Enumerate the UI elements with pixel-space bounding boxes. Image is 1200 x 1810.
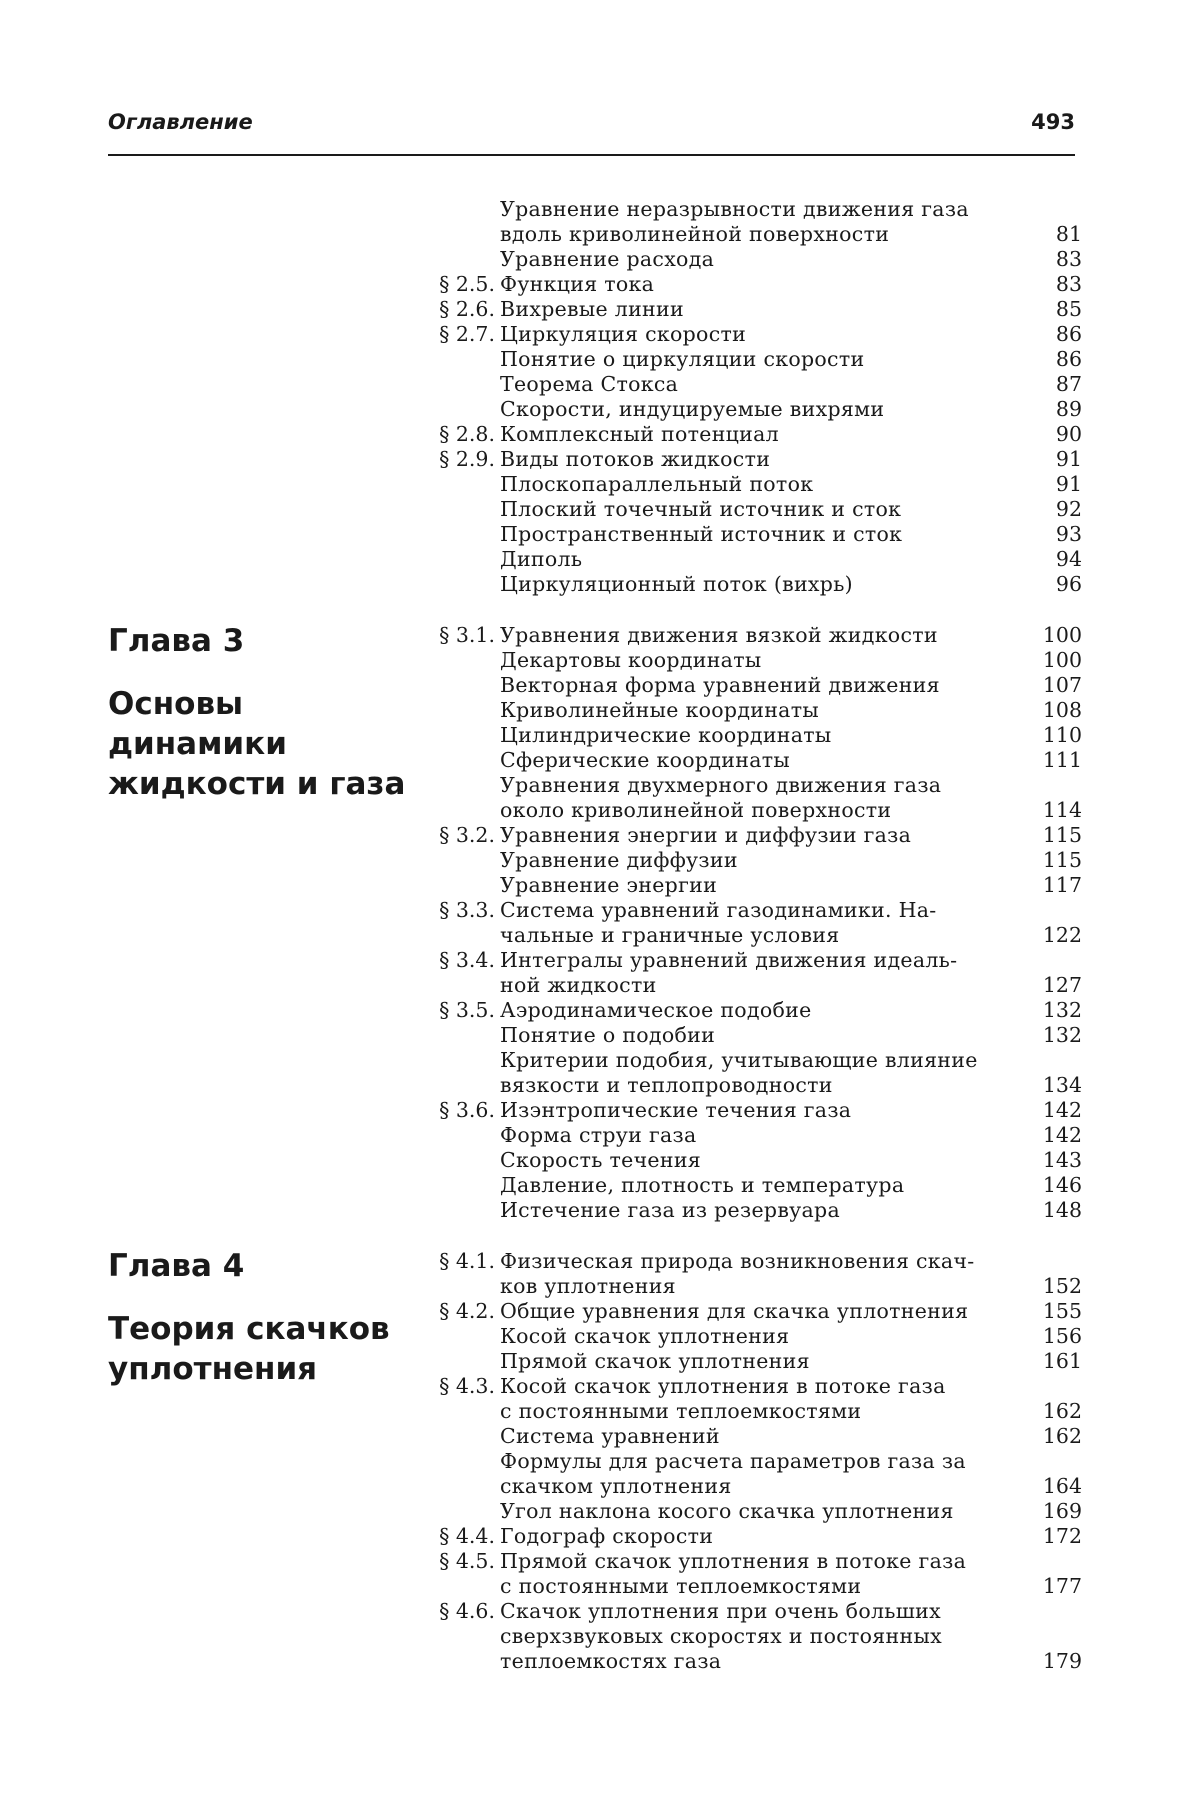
toc-section-number: § 4.1. [400,1249,500,1274]
toc-entry-text: Косой скачок уплотнения в потоке газа [500,1374,1032,1399]
toc-entry-text: Угол наклона косого скачка уплотнения [500,1499,1032,1524]
toc-entry [400,547,1082,572]
toc-section-number: § 2.6. [400,297,500,322]
toc-entry-text: Форма струи газа [500,1123,1032,1148]
chapter-4-title: Теория скачков уплотнения [108,1309,428,1389]
toc-entry [400,197,1082,222]
toc-page-number: 122 [1032,923,1082,948]
toc-entry [400,372,1082,397]
toc-entry-text: сверхзвуковых скоростях и постоянных [500,1624,1032,1649]
toc-entry [400,1173,1082,1198]
toc-entry [400,973,1082,998]
toc-section-number: § 4.5. [400,1549,500,1574]
toc-page-number: 148 [1032,1198,1082,1223]
toc-entry [400,347,1082,372]
toc-entry [400,572,1082,597]
toc-entry-text: Декартовы координаты [500,648,1032,673]
toc-page-number: 107 [1032,673,1082,698]
chapter-4-number: Глава 4 [108,1247,428,1285]
toc-page-number: 132 [1032,998,1082,1023]
toc-section-chapter4 [400,1249,1082,1674]
toc-entry [400,422,1082,447]
toc-entry-text: Формулы для расчета параметров газа за [500,1449,1032,1474]
toc-entry-text: теплоемкостях газа [500,1649,1032,1674]
toc-page-number: 143 [1032,1148,1082,1173]
toc-entry-text: с постоянными теплоемкостями [500,1574,1032,1599]
toc-entry-text: Изэнтропические течения газа [500,1098,1032,1123]
toc-page-number: 114 [1032,798,1082,823]
toc-entry [400,1098,1082,1123]
toc-page-number: 93 [1032,522,1082,547]
toc-page-number: 96 [1032,572,1082,597]
toc-page-number: 91 [1032,447,1082,472]
toc-entry-text: Критерии подобия, учитывающие влияние [500,1048,1032,1073]
toc-section-number: § 2.7. [400,322,500,347]
toc-entry [400,247,1082,272]
toc-entry-text: Комплексный потенциал [500,422,1032,447]
toc-entry [400,998,1082,1023]
toc-entry-text: Уравнение диффузии [500,848,1032,873]
toc-entry-text: Диполь [500,547,1032,572]
toc-entry-text: около криволинейной поверхности [500,798,1032,823]
toc-entry [400,798,1082,823]
toc-section-number: § 3.4. [400,948,500,973]
toc-entry [400,673,1082,698]
toc-page-number: 146 [1032,1173,1082,1198]
toc-entry-text: Физическая природа возникновения скач- [500,1249,1032,1274]
toc-entry [400,1449,1082,1474]
toc-entry [400,773,1082,798]
toc-entry [400,272,1082,297]
toc-entry [400,1549,1082,1574]
toc-page-number: 86 [1032,347,1082,372]
toc-entry-text: Годограф скорости [500,1524,1032,1549]
toc-entry [400,1399,1082,1424]
toc-page-number: 86 [1032,322,1082,347]
toc-entry-text: Прямой скачок уплотнения [500,1349,1032,1374]
toc-entry-text: Система уравнений [500,1424,1032,1449]
toc-page-number: 162 [1032,1424,1082,1449]
toc-section-chapter3 [400,623,1082,1223]
toc-entry [400,447,1082,472]
toc-entry-text: Уравнения движения вязкой жидкости [500,623,1032,648]
toc-page-number: 155 [1032,1299,1082,1324]
toc-page-number: 90 [1032,422,1082,447]
toc-entry-text: Давление, плотность и температура [500,1173,1032,1198]
toc-entry-text: Циркуляционный поток (вихрь) [500,572,1032,597]
toc-page-number: 127 [1032,973,1082,998]
toc-entry [400,1499,1082,1524]
toc-entry-text: Сферические координаты [500,748,1032,773]
toc-entry-text: Виды потоков жидкости [500,447,1032,472]
toc-page-number: 100 [1032,648,1082,673]
toc-entry [400,648,1082,673]
toc-section-number: § 3.3. [400,898,500,923]
toc-entry [400,397,1082,422]
toc-section-number: § 4.2. [400,1299,500,1324]
toc-entry [400,723,1082,748]
toc-entry [400,1274,1082,1299]
toc-page-number: 111 [1032,748,1082,773]
toc-entry [400,1198,1082,1223]
toc-section-number: § 2.5. [400,272,500,297]
toc-entry-text: Скорости, индуцируемые вихрями [500,397,1032,422]
chapter-3-number: Глава 3 [108,622,428,660]
toc-entry-text: Уравнения энергии и диффузии газа [500,823,1032,848]
toc-page-number: 115 [1032,848,1082,873]
toc-page-number: 83 [1032,272,1082,297]
toc-entry [400,1599,1082,1624]
toc-page-number: 142 [1032,1123,1082,1148]
toc-entry-text: Прямой скачок уплотнения в потоке газа [500,1549,1032,1574]
toc-page-number: 91 [1032,472,1082,497]
toc-page-number: 142 [1032,1098,1082,1123]
toc-entry-text: Цилиндрические координаты [500,723,1032,748]
chapter-3-heading [108,622,428,804]
toc-section-number: § 2.9. [400,447,500,472]
toc-entry [400,748,1082,773]
toc-entry-text: Уравнение расхода [500,247,1032,272]
chapter-3-title: Основы динамики жидкости и газа [108,684,428,804]
toc-page-number: 85 [1032,297,1082,322]
toc-entry [400,698,1082,723]
toc-entry [400,1424,1082,1449]
toc-page-number: 169 [1032,1499,1082,1524]
toc-entry [400,898,1082,923]
toc-page-number: 172 [1032,1524,1082,1549]
toc-entry-text: Плоскопараллельный поток [500,472,1032,497]
toc-section-number: § 4.6. [400,1599,500,1624]
toc-entry [400,1324,1082,1349]
toc-entry-text: Аэродинамическое подобие [500,998,1032,1023]
toc-page-number: 94 [1032,547,1082,572]
toc-entry-text: Общие уравнения для скачка уплотнения [500,1299,1032,1324]
toc-section-number: § 2.8. [400,422,500,447]
page-number: 493 [1031,110,1075,134]
toc-entry [400,1249,1082,1274]
toc-page-number: 177 [1032,1574,1082,1599]
toc-entry-text: Уравнение неразрывности движения газа [500,197,1032,222]
toc-entry [400,1524,1082,1549]
toc-entry [400,1374,1082,1399]
toc-entry-text: Вихревые линии [500,297,1032,322]
toc-entry-text: Понятие о циркуляции скорости [500,347,1032,372]
toc-entry-text: вдоль криволинейной поверхности [500,222,1032,247]
running-head [108,110,1075,134]
header-rule [108,154,1075,156]
toc-entry-text: Векторная форма уравнений движения [500,673,1032,698]
toc-entry-text: Скачок уплотнения при очень больших [500,1599,1032,1624]
toc-page-number: 92 [1032,497,1082,522]
toc-page-number: 87 [1032,372,1082,397]
toc-entry [400,1048,1082,1073]
toc-entry [400,1574,1082,1599]
toc-entry [400,1349,1082,1374]
toc-page-number: 161 [1032,1349,1082,1374]
toc-page-number: 132 [1032,1023,1082,1048]
toc-entry [400,1474,1082,1499]
toc-page-number: 179 [1032,1649,1082,1674]
toc-entry [400,497,1082,522]
toc-section-number: § 3.6. [400,1098,500,1123]
toc-entry-text: чальные и граничные условия [500,923,1032,948]
toc-entry-text: Истечение газа из резервуара [500,1198,1032,1223]
toc-page-number: 134 [1032,1073,1082,1098]
toc-entry-text: Пространственный источник и сток [500,522,1032,547]
toc-section-number: § 3.2. [400,823,500,848]
toc-entry [400,322,1082,347]
toc-entry [400,948,1082,973]
toc-section-chapter2-continued [400,197,1082,597]
toc-section-number: § 3.5. [400,998,500,1023]
toc-entry-text: с постоянными теплоемкостями [500,1399,1032,1424]
toc-entry [400,297,1082,322]
toc-entry-text: Уравнения двухмерного движения газа [500,773,1032,798]
toc-entry-text: Косой скачок уплотнения [500,1324,1032,1349]
toc-entry [400,1023,1082,1048]
toc-page-number: 152 [1032,1274,1082,1299]
toc-entry-text: Плоский точечный источник и сток [500,497,1032,522]
toc-entry-text: скачком уплотнения [500,1474,1032,1499]
toc-entry [400,1299,1082,1324]
toc-entry-text: ной жидкости [500,973,1032,998]
running-head-title: Оглавление [108,110,253,134]
toc-entry-text: Уравнение энергии [500,873,1032,898]
toc-page-number: 100 [1032,623,1082,648]
toc-entry-text: ков уплотнения [500,1274,1032,1299]
toc-page-number: 108 [1032,698,1082,723]
toc-page-number: 110 [1032,723,1082,748]
toc-entry [400,623,1082,648]
toc-entry-text: Интегралы уравнений движения идеаль- [500,948,1032,973]
toc-entry-text: Система уравнений газодинамики. На- [500,898,1032,923]
toc-entry-text: Функция тока [500,272,1032,297]
toc-entry [400,923,1082,948]
toc-entry [400,823,1082,848]
toc-page-number: 162 [1032,1399,1082,1424]
toc-entry-text: Понятие о подобии [500,1023,1032,1048]
toc-page-number: 117 [1032,873,1082,898]
toc-entry [400,1123,1082,1148]
toc-page-number: 83 [1032,247,1082,272]
toc-section-number: § 4.4. [400,1524,500,1549]
toc-page-number: 81 [1032,222,1082,247]
toc-entry-text: Скорость течения [500,1148,1032,1173]
toc-entry [400,873,1082,898]
toc-section-number: § 3.1. [400,623,500,648]
toc-entry [400,222,1082,247]
toc-entry-text: Криволинейные координаты [500,698,1032,723]
toc-entry [400,1649,1082,1674]
toc-entry [400,848,1082,873]
toc-entry-text: Теорема Стокса [500,372,1032,397]
toc-entry [400,522,1082,547]
toc-page-number: 156 [1032,1324,1082,1349]
chapter-4-heading [108,1247,428,1389]
toc-entry-text: Циркуляция скорости [500,322,1032,347]
toc-entry [400,1148,1082,1173]
toc-entry [400,1073,1082,1098]
toc-entry-text: вязкости и теплопроводности [500,1073,1032,1098]
toc-page-number: 89 [1032,397,1082,422]
toc-entry [400,1624,1082,1649]
toc-page-number: 115 [1032,823,1082,848]
toc-page-number: 164 [1032,1474,1082,1499]
toc-section-number: § 4.3. [400,1374,500,1399]
toc-entry [400,472,1082,497]
